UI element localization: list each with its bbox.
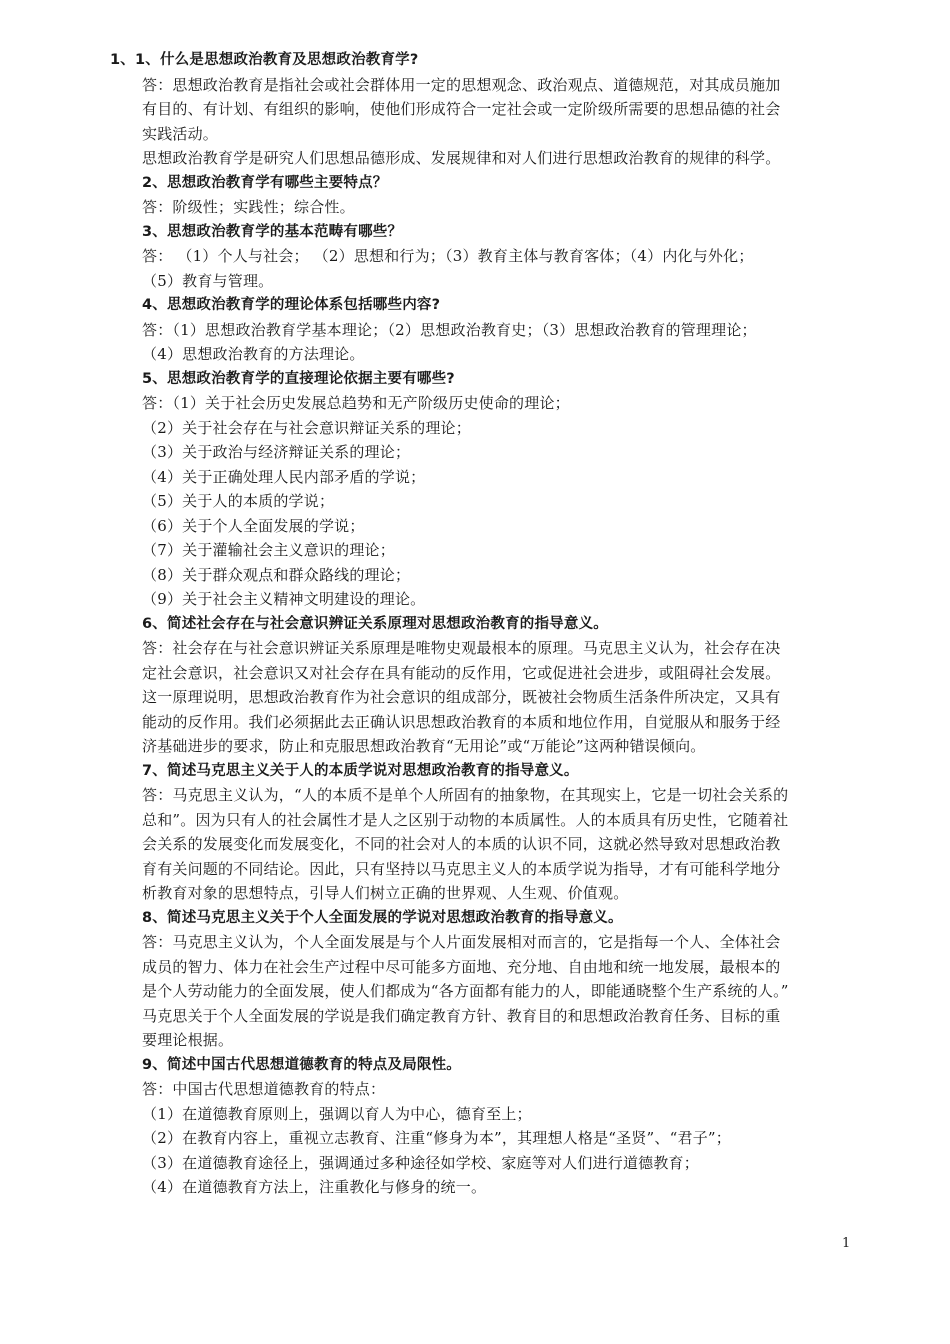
answer-text-line: （4）关于正确处理人民内部矛盾的学说； — [142, 467, 426, 486]
answer-text-line: 是个人劳动能力的全面发展，使人们都成为“各方面都有能力的人，即能通晓整个生产系统的人。” — [142, 982, 789, 1000]
answer-text-line: （3）关于政治与经济辩证关系的理论； — [142, 443, 411, 461]
answer-text-line: 析教育对象的思想特点，引导人们树立正确的世界观、人生观、价值观。 — [142, 884, 629, 902]
answer-text-line: 济基础进步的要求，防止和克服思想政治教育“无用论”或“万能论”这两种错误倾向。 — [142, 737, 706, 755]
answer-text-line: 成员的智力、体力在社会生产过程中尽可能多方面地、充分地、自由地和统一地发展，最根本的 — [142, 957, 781, 976]
answer-text-line: 答：马克思主义认为，“人的本质不是单个人所固有的抽象物，在其现实上，它是一切社会关系的 — [142, 786, 789, 804]
answer-text-line: 答：社会存在与社会意识辨证关系原理是唯物史观最根本的原理。马克思主义认为，社会存在决 — [142, 639, 781, 657]
answer-text-line: （8）关于群众观点和群众路线的理论； — [142, 565, 411, 584]
answer-text-line: （9）关于社会主义精神文明建设的理论。 — [142, 590, 426, 608]
question-heading: 3、思想政治教育学的基本范畴有哪些？ — [142, 223, 403, 240]
answer-text-line: （4）在道德教育方法上，注重教化与修身的统一。 — [142, 1178, 487, 1196]
answer-text-line: 这一原理说明，思想政治教育作为社会意识的组成部分，既被社会物质生活条件所决定，又具有 — [142, 688, 781, 706]
question-heading: 1、1、什么是思想政治教育及思想政治教育学? — [110, 52, 419, 68]
answer-text-line: 有目的、有计划、有组织的影响，使他们形成符合一定社会或一定阶级所需要的思想品德的社会 — [142, 100, 781, 118]
answer-text-line: （2）在教育内容上，重视立志教育、注重“修身为本”，其理想人格是“圣贤”、“君子”； — [142, 1129, 731, 1147]
answer-text-line: 定社会意识，社会意识又对社会存在具有能动的反作用，它或促进社会进步，或阻碍社会发展。 — [142, 663, 781, 682]
answer-text-line: （7）关于灌输社会主义意识的理论； — [142, 541, 395, 559]
answer-text-line: 答：中国古代思想道德教育的特点： — [142, 1080, 386, 1098]
question-heading: 8、简述马克思主义关于个人全面发展的学说对思想政治教育的指导意义。 — [142, 909, 623, 926]
answer-text-line: 答：思想政治教育是指社会或社会群体用一定的思想观念、政治观点、道德规范，对其成员施加 — [142, 75, 781, 94]
answer-text-line: 会关系的发展变化而发展变化，不同的社会对人的本质的认识不同，这就必然导致对思想政治教 — [142, 835, 781, 853]
question-heading: 5、思想政治教育学的直接理论依据主要有哪些? — [142, 370, 455, 387]
answer-text-line: （5）教育与管理。 — [142, 271, 274, 290]
answer-text-line: 答：阶级性；实践性；综合性。 — [142, 198, 355, 216]
answer-text-line: （1）在道德教育原则上，强调以育人为中心，德育至上； — [142, 1104, 532, 1123]
answer-text-line: 能动的反作用。我们必须据此去正确认识思想政治教育的本质和地位作用，自觉服从和服务于经 — [142, 712, 781, 731]
answer-text-line: 答：（1）关于社会历史发展总趋势和无产阶级历史使命的理论； — [142, 394, 570, 412]
answer-text-line: 要理论根据。 — [142, 1031, 234, 1049]
answer-text-line: （6）关于个人全面发展的学说； — [142, 516, 365, 535]
answer-text-line: （4）思想政治教育的方法理论。 — [142, 345, 365, 363]
answer-text-line: 答：（1）思想政治教育学基本理论；（2）思想政治教育史；（3）思想政治教育的管理理论； — [142, 320, 757, 339]
answer-text-line: （5）关于人的本质的学说； — [142, 492, 335, 510]
answer-text-line: 总和”。因为只有人的社会属性才是人之区别于动物的本质属性。人的本质具有历史性，它随着社 — [142, 810, 789, 829]
answer-text-line: （2）关于社会存在与社会意识辩证关系的理论； — [142, 418, 471, 437]
answer-text-line: 马克思关于个人全面发展的学说是我们确定教育方针、教育目的和思想政治教育任务、目标的重 — [142, 1006, 781, 1025]
answer-text-line: 答： （1）个人与社会； （2）思想和行为；（3）教育主体与教育客体；（4）内化与外化； — [142, 247, 754, 265]
answer-text-line: （3）在道德教育途径上，强调通过多种途径如学校、家庭等对人们进行道德教育； — [142, 1153, 699, 1172]
question-heading: 9、简述中国古代思想道德教育的特点及局限性。 — [142, 1056, 461, 1073]
question-heading: 6、简述社会存在与社会意识辨证关系原理对思想政治教育的指导意义。 — [142, 615, 608, 632]
document-body — [110, 48, 854, 1200]
question-heading: 2、思想政治教育学有哪些主要特点？ — [142, 174, 388, 191]
answer-text-line: 育有关问题的不同结论。因此，只有坚持以马克思主义人的本质学说为指导，才有可能科学地分 — [142, 859, 781, 878]
answer-text-line: 答：马克思主义认为，个人全面发展是与个人片面发展相对而言的，它是指每一个人、全体社会 — [142, 933, 781, 951]
answer-text-line: 思想政治教育学是研究人们思想品德形成、发展规律和对人们进行思想政治教育的规律的科学。 — [142, 149, 781, 167]
answer-text-line: 实践活动。 — [142, 124, 219, 143]
question-heading: 7、简述马克思主义关于人的本质学说对思想政治教育的指导意义。 — [142, 762, 579, 779]
question-heading: 4、思想政治教育学的理论体系包括哪些内容? — [142, 297, 441, 313]
page-number: 1 — [842, 1236, 851, 1251]
